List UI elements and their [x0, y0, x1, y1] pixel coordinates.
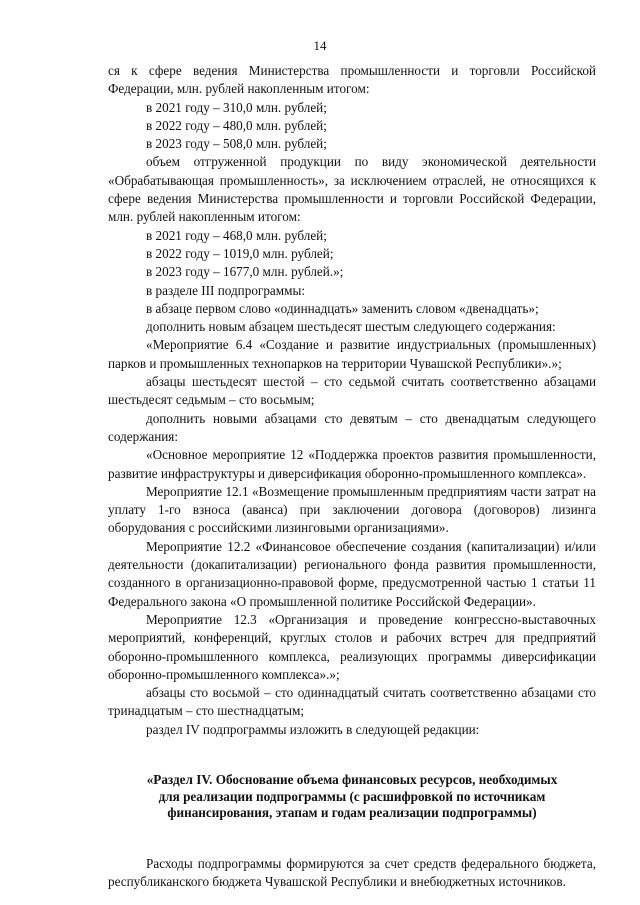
paragraph-funding-sources: Расходы подпрограммы формируются за счет средств федерального бюджета, республиканского бюджета Чувашской Республики и внебюджетных источников.	[108, 855, 596, 890]
document-body	[108, 62, 596, 891]
paragraph: объем отгруженной продукции по виду экономической деятельности «Обрабатывающая промышленность», за исключением отраслей, не относящихся к сфере ведения Министерства промышленности и торговли Российской Федерации, млн. рублей накопленным итогом:	[108, 154, 596, 225]
paragraph: в разделе III подпрограммы:	[146, 282, 306, 298]
paragraph: раздел IV подпрограммы изложить в следующей редакции:	[146, 721, 480, 737]
paragraph: в абзаце первом слово «одиннадцать» заменить словом «двенадцать»;	[146, 300, 539, 316]
paragraph: «Мероприятие 6.4 «Создание и развитие индустриальных (промышленных) парков и промышленных технопарков на территории Чувашской Республики».»;	[108, 337, 596, 371]
section-heading-line: финансирования, этапам и годам реализации подпрограммы)	[167, 805, 537, 821]
paragraph: ся к сфере ведения Министерства промышленности и торговли Российской Федерации, млн. рублей накопленным итогом:	[108, 63, 596, 97]
page-number: 14	[313, 38, 327, 53]
section-heading	[108, 772, 596, 822]
paragraph: в 2021 году – 310,0 млн. рублей;	[146, 99, 327, 115]
paragraph: дополнить новым абзацем шестьдесят шестым следующего содержания:	[146, 319, 556, 335]
section-heading-line: «Раздел IV. Обоснование объема финансовых ресурсов, необходимых	[146, 771, 558, 787]
paragraph: Мероприятие 12.1 «Возмещение промышленным предприятиям части затрат на уплату 1-го взноса (аванса) при заключении договора (договоров) лизинга оборудования с российскими лизинговыми организациями».	[108, 483, 596, 536]
paragraph: дополнить новыми абзацами сто девятым – сто двенадцатым следующего содержания:	[108, 410, 596, 444]
body-paragraphs	[108, 62, 596, 739]
paragraph: в 2022 году – 1019,0 млн. рублей;	[146, 245, 334, 261]
paragraph: в 2021 году – 468,0 млн. рублей;	[146, 227, 327, 243]
paragraph: в 2022 году – 480,0 млн. рублей;	[146, 117, 327, 133]
paragraph: абзацы сто восьмой – сто одиннадцатый считать соответственно абзацами сто тринадцатым – сто шестнадцатым;	[108, 685, 596, 719]
paragraph: в 2023 году – 508,0 млн. рублей;	[146, 136, 327, 152]
paragraph: «Основное мероприятие 12 «Поддержка проектов развития промышленности, развитие инфраструктуры и диверсификация оборонно-промышленного комплекса».	[108, 447, 596, 481]
paragraph: в 2023 году – 1677,0 млн. рублей.»;	[146, 264, 344, 280]
paragraph: Мероприятие 12.3 «Организация и проведение конгрессно-выставочных мероприятий, конференций, круглых столов и рабочих встреч для предприятий оборонно-промышленного комплекса, реализующих программы диверсификации оборонно-промышленного комплекса».»;	[108, 611, 596, 682]
paragraph: Мероприятие 12.2 «Финансовое обеспечение создания (капитализации) и/или деятельности (докапитализации) регионального фонда развития промышленности, созданного в организационно-правовой форме, предусмотренной частью 1 статьи 11 Федерального закона «О промышленной политике Российской Федерации».	[108, 538, 596, 609]
section-heading-line: для реализации подпрограммы (с расшифровкой по источникам	[158, 788, 546, 804]
paragraph: абзацы шестьдесят шестой – сто седьмой считать соответственно абзацами шестьдесят седьмым – сто восьмым;	[108, 374, 596, 408]
